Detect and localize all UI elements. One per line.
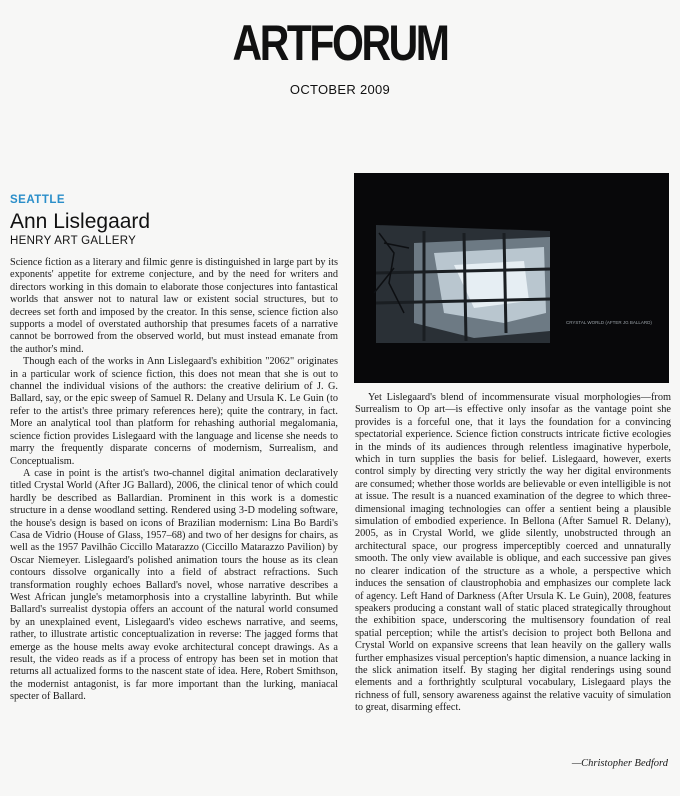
paragraph: Yet Lislegaard's blend of incommensurate visual morphologies—from Surrealism to Op art—is effective only insofar as the vantage point she provides is a forceful one, that it lays the foundation for a convincing spectatorial experience. Science fiction constructs intricate fictive ecologies in the minds of its audiences through relentless imaginative hyperbole, which in turn supplies the basis for belief. Lislegaard, however, exerts control simply by directing very strictly the way her digital environments are consumed; whether those worlds are believable or even intelligible is not at issue. The result is a nuanced examination of the degree to which three-dimensional imaging technologies can offer a sentient being a plausible simulation of embodied experience. In Bellona (After Samuel R. Delany), 2005, as in Crystal World, we glide silently, unobstructed through an architectural space, our progress imperceptibly coerced and unnaturally smooth. The only view available is oblique, and each successive pan gives no clearer indication of the structure as a whole, a perspective which induces the sensation of claustrophobia and emphasizes our complete lack of agency. Left Hand of Darkness (After Ursula K. Le Guin), 2008, features speakers producing a constant wall of static placed strategically throughout the exhibition space, underscoring the multisensory foundation of real spatial perception; while the artist's decision to project both Bellona and Crystal World on expansive screens that lean heavily on the gallery walls further emphasizes visual perception's haptic dimension, a nuance lacking in the slick animation itself. By staging her digital renderings using sound elements and a forthrightly sculptural vocabulary, Lislegaard plays the richness of full, sensory awareness against the relative vacuity of simulation to great, disarming effect.: [355, 392, 671, 714]
artwork-photo: [354, 173, 669, 383]
paragraph: Though each of the works in Ann Lislegaard's exhibition "2062" originates in a particular work of science fiction, this does not mean that she is out to channel the individual visions of the authors: the creative delirium of J. G. Ballard, say, or the epic sweep of Samuel R. Delany and Ursula K. Le Guin (to refer to the artist's three primary references here); quite the contrary, in fact. More an analytical tool than platform for rehashing authorial megalomania, science fiction provides Lislegaard with the language and license she needs to marry the frequently disparate concerns of modernism, Surrealism, and Conceptualism.: [10, 356, 338, 467]
article-title: Ann Lislegaard: [10, 210, 151, 233]
photo-caption: CRYSTAL WORLD (AFTER JG BALLARD): [566, 320, 652, 325]
paragraph: Science fiction as a literary and filmic genre is distinguished in large part by its exponents' appetite for extreme conjecture, and by the need for writers and directors working in this domain to elaborate those conjectures into fantastical worlds that answer not to natural law or existent social structures, but to decrees set forth and imposed by the creator. In this sense, science fiction also supports a model of overstated authorship that presumes facets of a narrative cannot be borrowed from the observed world, but must instead emanate from the author's mind.: [10, 257, 338, 355]
byline: —Christopher Bedford: [571, 758, 668, 769]
paragraph: A case in point is the artist's two-channel digital animation declaratively titled Crystal World (After JG Ballard), 2006, the clinical tenor of which could hardly be described as Ballardian. Prominent in this work is a domestic structure in a dense woodland setting. Rendered using 3-D modeling software, the house's design is based on icons of Brazilian modernism: Lina Bo Bardi's Casa de Vidrio (House of Glass, 1957–68) and two of her designs for chairs, as well as the 1957 Pavilhão Ciccillo Matarazzo (Ciccillo Matarazzo Pavilion) by Oscar Niemeyer. Lislegaard's polished animation tours the house as its clean contours dissolve organically into a field of abstract refractions. Such transformation roughly echoes Ballard's novel, whose narrative describes a West African jungle's metamorphosis into a crystalline labyrinth. But while Ballard's surrealist dystopia offers an account of the natural world consumed by an unexplained event, Lislegaard's video eschews narrative, and seems, rather, to illustrate artistic conceptualization in reverse: The jagged forms that emerge as the house melts away evoke architectural concept drawings. As a result, the video reads as if a process of entropy has been set in motion that returns all actualized forms to the nascent state of idea. Here, Robert Smithson, the modernist antagonist, is far more important than the lurking, maniacal specter of Ballard.: [10, 467, 338, 703]
right-column: [355, 392, 671, 715]
article-venue: HENRY ART GALLERY: [10, 235, 137, 247]
masthead-logo: ARTFORUM: [232, 15, 448, 71]
section-city: SEATTLE: [10, 194, 66, 206]
left-column: [10, 257, 338, 704]
issue-date: OCTOBER 2009: [289, 82, 391, 97]
